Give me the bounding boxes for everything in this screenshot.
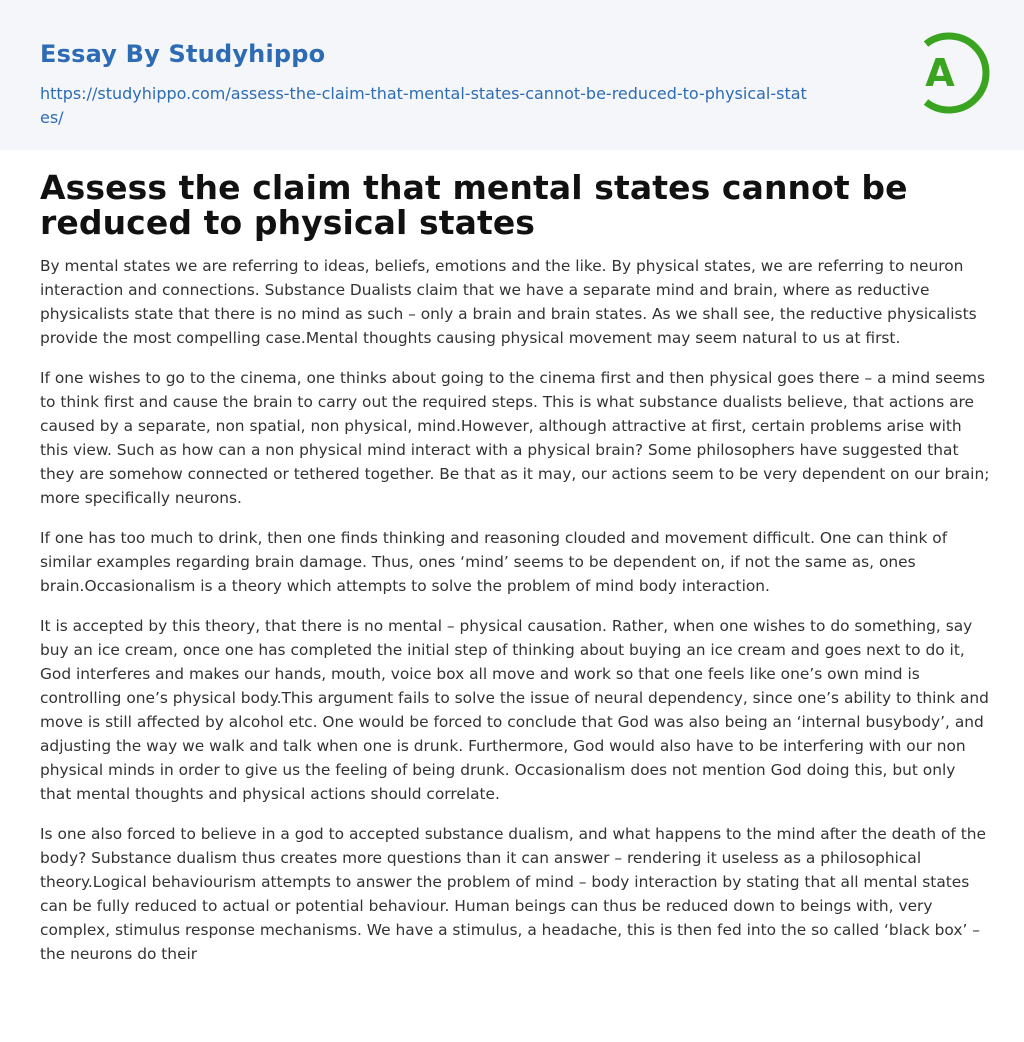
- essay-paragraph: If one has too much to drink, then one finds thinking and reasoning clouded and movement difficult. One can think of similar examples regarding brain damage. Thus, ones ‘mind’ seems to be dependent on, if not the same as, ones brain.Occasionalism is a theory which attempts to solve the problem of mind body interaction.: [40, 529, 948, 595]
- essay-paragraph: Is one also forced to believe in a god to accepted substance dualism, and what happens to the mind after the death of the body? Substance dualism thus creates more questions than it can answer – rendering it useless as a philosophical theory.Logical behaviourism attempts to answer the problem of mind – body interaction by stating that all mental states can be fully reduced to actual or potential behaviour. Human beings can thus be reduced down to beings with, very complex, stimulus response mechanisms. We have a stimulus, a headache, this is then fed into the so called ‘black box’ – the neurons do their: [40, 825, 986, 963]
- essay-title: Assess the claim that mental states cannot be reduced to physical states: [40, 168, 908, 242]
- site-brand[interactable]: Essay By Studyhippo: [40, 40, 326, 68]
- essay-paragraph: It is accepted by this theory, that there is no mental – physical causation. Rather, when one wishes to do something, say buy an ice cream, once one has completed the initial step of thinking about buying an ice cream and goes next to do it, God interferes and makes our hands, mouth, voice box all move and work so that one feels like one’s own mind is controlling one’s physical body.This argument fails to solve the issue of neural dependency, since one’s ability to think and move is still affected by alcohol etc. One would be forced to conclude that God was also being an ‘internal busybody’, and adjusting the way we walk and talk when one is drunk. Furthermore, God would also have to be interfering with our non physical minds in order to give us the feeling of being drunk. Occasionalism does not mention God doing this, but only that mental thoughts and physical actions should correlate.: [40, 617, 989, 803]
- site-header: [0, 0, 1024, 150]
- logo-letter: A: [925, 51, 955, 95]
- essay-article: [40, 170, 990, 982]
- essay-url-link[interactable]: https://studyhippo.com/assess-the-claim-that-mental-states-cannot-be-reduced-to-physical-states/: [40, 84, 807, 127]
- studyhippo-logo-icon[interactable]: [904, 28, 990, 118]
- essay-paragraph: By mental states we are referring to ideas, beliefs, emotions and the like. By physical states, we are referring to neuron interaction and connections. Substance Dualists claim that we have a separate mind and brain, where as reductive physicalists state that there is no mind as such – only a brain and brain states. As we shall see, the reductive physicalists provide the most compelling case.Mental thoughts causing physical movement may seem natural to us at first.: [40, 257, 977, 347]
- essay-paragraph: If one wishes to go to the cinema, one thinks about going to the cinema first and then physical goes there – a mind seems to think first and cause the brain to carry out the required steps. This is what substance dualists believe, that actions are caused by a separate, non spatial, non physical, mind.However, although attractive at first, certain problems arise with this view. Such as how can a non physical mind interact with a physical brain? Some philosophers have suggested that they are somehow connected or tethered together. Be that as it may, our actions seem to be very dependent on our brain; more specifically neurons.: [40, 369, 990, 507]
